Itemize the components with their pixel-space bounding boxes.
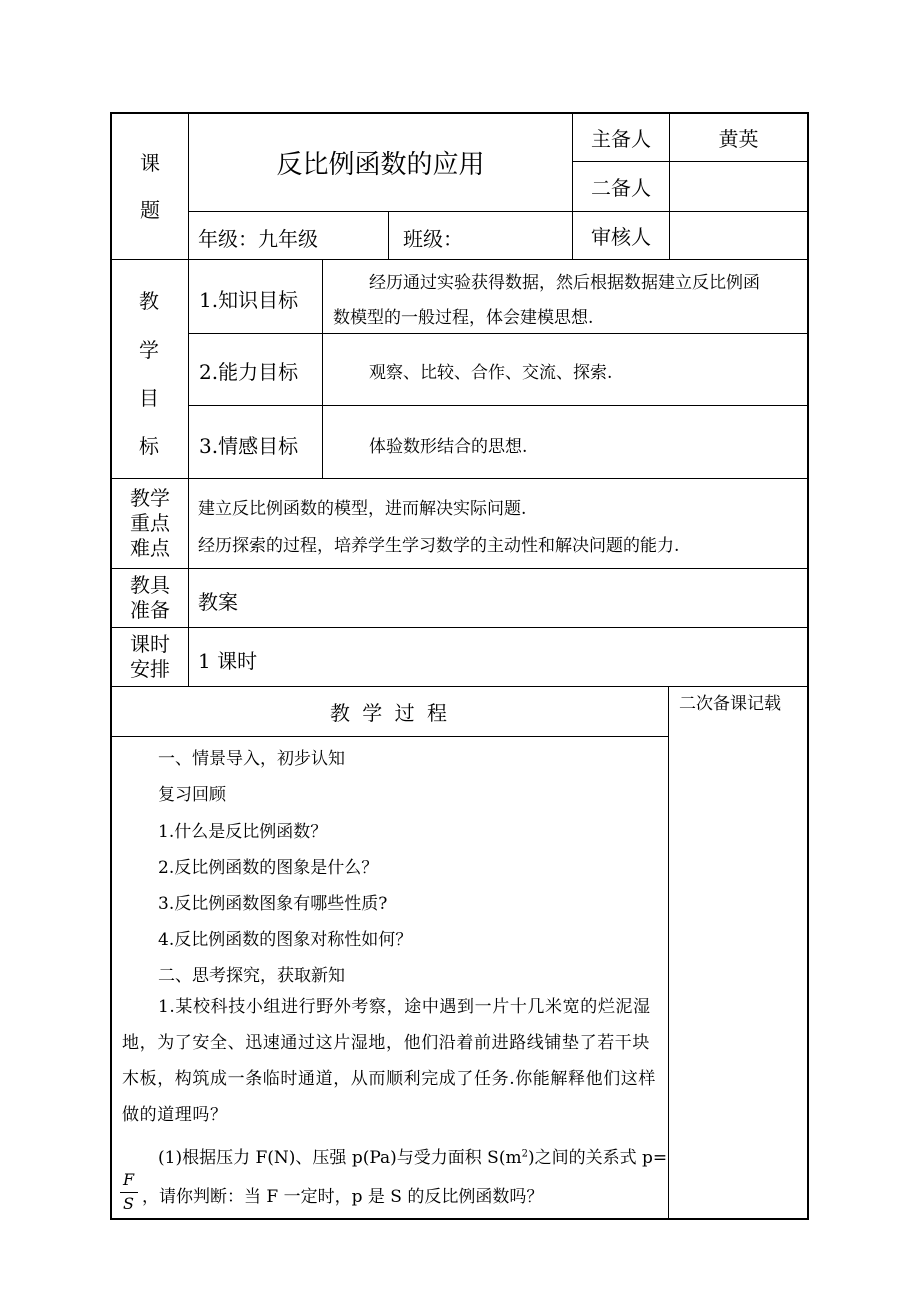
schedule-label: 课时 安排 [130,632,170,681]
tools-value: 教案 [198,590,238,614]
main-preparer-value: 黄英 [718,127,759,151]
topic-label: 课 题 [140,150,160,222]
goal-knowledge-name: 1.知识目标 [199,288,299,312]
lesson-title: 反比例函数的应用 [276,150,485,180]
fraction-f-over-s: F S [120,1170,138,1216]
goal-ability-name: 2.能力目标 [199,360,299,384]
section-2-heading: 二、思考探究，获取新知 [158,966,345,986]
second-preparer-label: 二备人 [591,176,651,200]
schedule-value: 1 课时 [198,649,258,673]
goal-ability-text: 观察、比较、合作、交流、探索. [369,363,613,383]
key-points-line2: 经历探索的过程，培养学生学习数学的主动性和解决问题的能力. [198,536,680,556]
goal-emotion-text: 体验数形结合的思想. [369,437,528,457]
notes-header: 二次备课记载 [679,694,781,714]
review-heading: 复习回顾 [158,785,226,805]
problem-1-part-1-line1: (1)根据压力 F(N)、压强 p(Pa)与受力面积 $S(m^2)$之间的关系式 p= [158,1148,668,1168]
review-question-1: 1.什么是反比例函数？ [158,822,328,842]
main-preparer-label: 主备人 [591,127,651,151]
key-points-line1: 建立反比例函数的模型，进而解决实际问题. [198,499,527,519]
review-question-4: 4.反比例函数的图象对称性如何？ [158,930,413,950]
class-field: 班级： [403,227,463,251]
reviewer-label: 审核人 [591,225,651,249]
process-header: 教 学 过 程 [329,701,451,725]
section-1-heading: 一、情景导入，初步认知 [158,749,345,769]
grade-field: 年级：九年级 [198,227,318,251]
goal-knowledge-text-line2: 数模型的一般过程，体会建模思想. [333,308,594,328]
review-question-2: 2.反比例函数的图象是什么？ [158,858,379,878]
key-points-label: 教学 重点 难点 [130,486,170,560]
review-question-3: 3.反比例函数图象有哪些性质? [158,894,388,914]
second-preparer-value [670,162,807,211]
goals-label: 教 学 目 标 [139,289,159,458]
reviewer-value [670,212,807,259]
tools-label: 教具 准备 [130,573,170,622]
problem-1-part-1-line2: ，请你判断：当 F 一定时，p 是 S 的反比例函数吗？ [142,1187,544,1207]
problem-1-text: 1.某校科技小组进行野外考察，途中遇到一片十几米宽的烂泥湿地，为了安全、迅速通过这片湿地，他们沿着前进路线铺垫了若干块木板，构筑成一条临时通道，从而顺利完成了任务.你能解释他们这样做的道理吗？ [122,997,657,1125]
goal-emotion-name: 3.情感目标 [199,434,299,458]
goal-knowledge-text-line1: 经历通过实验获得数据，然后根据数据建立反比例函 [369,273,760,293]
